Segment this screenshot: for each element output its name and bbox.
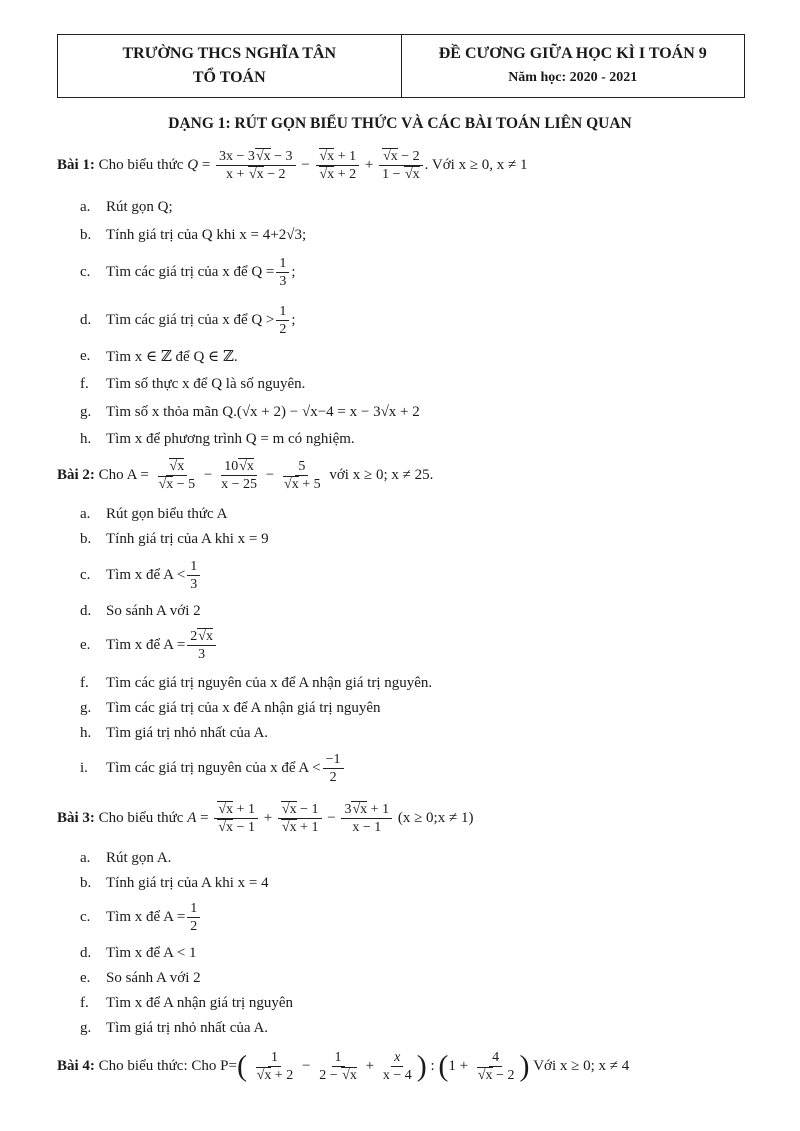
bai2-condition: với x ≥ 0; x ≠ 25. <box>329 466 434 483</box>
bai2-label: Bài 2: <box>57 466 95 483</box>
item-label: f. <box>80 994 89 1011</box>
item-text: Tìm x để A = <box>106 908 186 925</box>
item-text: Tính giá trị của A khi x = 4 <box>106 874 269 891</box>
item-text: Tìm x ∈ ℤ để Q ∈ ℤ. <box>106 348 238 365</box>
item-label: e. <box>80 347 91 364</box>
item-label: g. <box>80 1019 92 1036</box>
bai1-item-a <box>57 196 760 218</box>
bai2-item-c <box>57 555 760 595</box>
bai3-item-a <box>57 847 760 869</box>
bai2-item-h <box>57 722 760 744</box>
bai4-label: Bài 4: <box>57 1057 95 1074</box>
item-text: Tìm các giá trị của x để Q = <box>106 263 275 280</box>
item-label: f. <box>80 375 89 392</box>
header-right <box>402 35 745 97</box>
bai1-statement <box>57 145 760 185</box>
item-text: Tìm x để A < 1 <box>106 944 197 961</box>
bai2-intro: Cho A = <box>98 466 149 483</box>
school-year: Năm học: 2020 - 2021 <box>508 70 638 85</box>
department: TỔ TOÁN <box>192 69 266 86</box>
item-text: Tìm x để A nhận giá trị nguyên <box>106 994 294 1011</box>
item-text: Tìm giá trị nhỏ nhất của A. <box>106 1019 269 1036</box>
item-text: Tìm số thực x để Q là số nguyên. <box>106 375 306 392</box>
item-text: Rút gọn A. <box>106 849 172 866</box>
frac-minus-one-half: $\frac{-1}{2}$ <box>323 751 344 786</box>
doc-title: ĐỀ CƯƠNG GIỮA HỌC KÌ I TOÁN 9 <box>438 45 707 62</box>
bai3-item-e <box>57 967 760 989</box>
item-text: Tìm các giá trị của x để A nhận giá trị nguyên <box>106 699 381 716</box>
bai1-label: Bài 1: <box>57 156 95 173</box>
item-text: Tìm x để phương trình Q = m có nghiệm. <box>106 430 355 447</box>
frac-two-sqrt-x-over-3: $\frac{2√x}{3}$ <box>187 628 216 663</box>
bai2-item-g <box>57 697 760 719</box>
item-label: a. <box>80 198 91 215</box>
bai4-statement <box>57 1044 760 1088</box>
item-label: h. <box>80 430 92 447</box>
bai3-condition: (x ≥ 0;x ≠ 1) <box>397 809 474 826</box>
bai1-item-c: c. Tìm các giá trị của x để Q = $\frac{1}{3}$ ; <box>80 255 296 289</box>
item-text: Tìm số x thỏa mãn Q.(√x + 2) − √x−4 = x − 3√x + 2 <box>106 403 420 420</box>
bai1-item-d: d. Tìm các giá trị của x để Q > $\frac{1}{2}$ ; <box>80 303 296 337</box>
bai1-condition: . Với x ≥ 0, x ≠ 1 <box>424 156 528 173</box>
school-name: TRƯỜNG THCS NGHĨA TÂN <box>122 45 337 62</box>
item-label: h. <box>80 724 92 741</box>
item-label: a. <box>80 505 91 522</box>
bai3-intro: Cho biểu thức <box>98 809 184 826</box>
bai3-formula: A = $\frac{√x + 1}{√x - 1}$ + $\frac{√x - 1}{√x + 1}$ − $\frac{3√x + 1}{x - 1}$ <box>187 801 394 836</box>
item-label: e. <box>80 636 91 653</box>
item-text: Rút gọn Q; <box>106 198 173 215</box>
header-table <box>57 34 745 98</box>
bai1-item-f <box>57 373 760 395</box>
frac-one-third: $\frac{1}{3}$ <box>187 558 200 593</box>
item-text: Tìm giá trị nhỏ nhất của A. <box>106 724 269 741</box>
item-text: Tính giá trị của A khi x = 9 <box>106 530 269 547</box>
bai4-intro: Cho biểu thức: Cho P= <box>98 1057 237 1074</box>
bai3-item-f <box>57 992 760 1014</box>
bai1-item-b <box>57 224 760 246</box>
item-text: Tìm các giá trị nguyên của x để A < <box>106 759 321 776</box>
frac-one-half: $\frac{1}{2}$ <box>187 900 200 935</box>
item-label: i. <box>80 759 88 776</box>
item-label: c. <box>80 908 91 925</box>
bai3-item-g <box>57 1017 760 1039</box>
bai4-condition: Với x ≥ 0; x ≠ 4 <box>533 1057 630 1074</box>
bai1-formula: Q = $\frac{3x - 3√x - 3}{x + √x - 2}$ − $\frac{√x + 1}{√x + 2}$ + $\frac{√x - 2}{1 - √x}$ <box>187 148 424 183</box>
bai2-item-i <box>57 748 760 788</box>
item-label: b. <box>80 874 92 891</box>
item-label: g. <box>80 403 92 420</box>
frac-one-half: $\frac{1}{2}$ <box>276 303 289 338</box>
item-text: Tìm x để A < <box>106 566 186 583</box>
item-label: c. <box>80 566 91 583</box>
bai2-item-d <box>57 600 760 622</box>
item-text: So sánh A với 2 <box>106 602 201 619</box>
bai3-item-b <box>57 872 760 894</box>
item-label: a. <box>80 849 91 866</box>
item-label: d. <box>80 944 92 961</box>
item-text: Tìm các giá trị của x để Q > <box>106 311 275 328</box>
bai3-item-d <box>57 942 760 964</box>
section-title: DẠNG 1: RÚT GỌN BIỂU THỨC VÀ CÁC BÀI TOÁN LIÊN QUAN <box>168 115 632 132</box>
item-text: Tìm các giá trị nguyên của x để A nhận giá trị nguyên. <box>106 674 433 691</box>
bai1-item-g <box>57 401 760 423</box>
item-label: b. <box>80 530 92 547</box>
bai1-item-e <box>57 345 760 367</box>
item-text: Tính giá trị của Q khi x = 4+2√3; <box>106 226 307 243</box>
item-text: Tìm x để A = <box>106 636 186 653</box>
item-label: e. <box>80 969 91 986</box>
item-label: d. <box>80 311 92 328</box>
bai1-item-h <box>57 428 760 450</box>
item-text: So sánh A với 2 <box>106 969 201 986</box>
item-label: b. <box>80 226 92 243</box>
bai1-intro: Cho biểu thức <box>98 156 184 173</box>
frac-one-third: $\frac{1}{3}$ <box>276 255 289 290</box>
bai3-item-c <box>57 897 760 937</box>
header-left <box>58 35 402 97</box>
item-label: g. <box>80 699 92 716</box>
bai3-label: Bài 3: <box>57 809 95 826</box>
bai2-item-f <box>57 672 760 694</box>
bai4-formula: ( $\frac{1}{√x + 2}$ − $\frac{1}{2 - √x}$ + $\frac{x}{x - 4}$ ) : (1 + $\frac{4}{√x - 2}$ ) <box>236 1049 530 1083</box>
bai3-statement <box>57 796 760 840</box>
bai2-statement <box>57 453 760 497</box>
bai2-item-b <box>57 528 760 550</box>
item-label: d. <box>80 602 92 619</box>
bai2-item-e <box>57 625 760 665</box>
item-label: f. <box>80 674 89 691</box>
item-text: Rút gọn biểu thức A <box>106 505 228 522</box>
bai2-item-a <box>57 503 760 525</box>
bai2-formula: $\frac{√x}{√x - 5}$ − $\frac{10√x}{x - 25}$ − $\frac{5}{√x + 5}$ <box>158 458 321 492</box>
item-label: c. <box>80 263 91 280</box>
